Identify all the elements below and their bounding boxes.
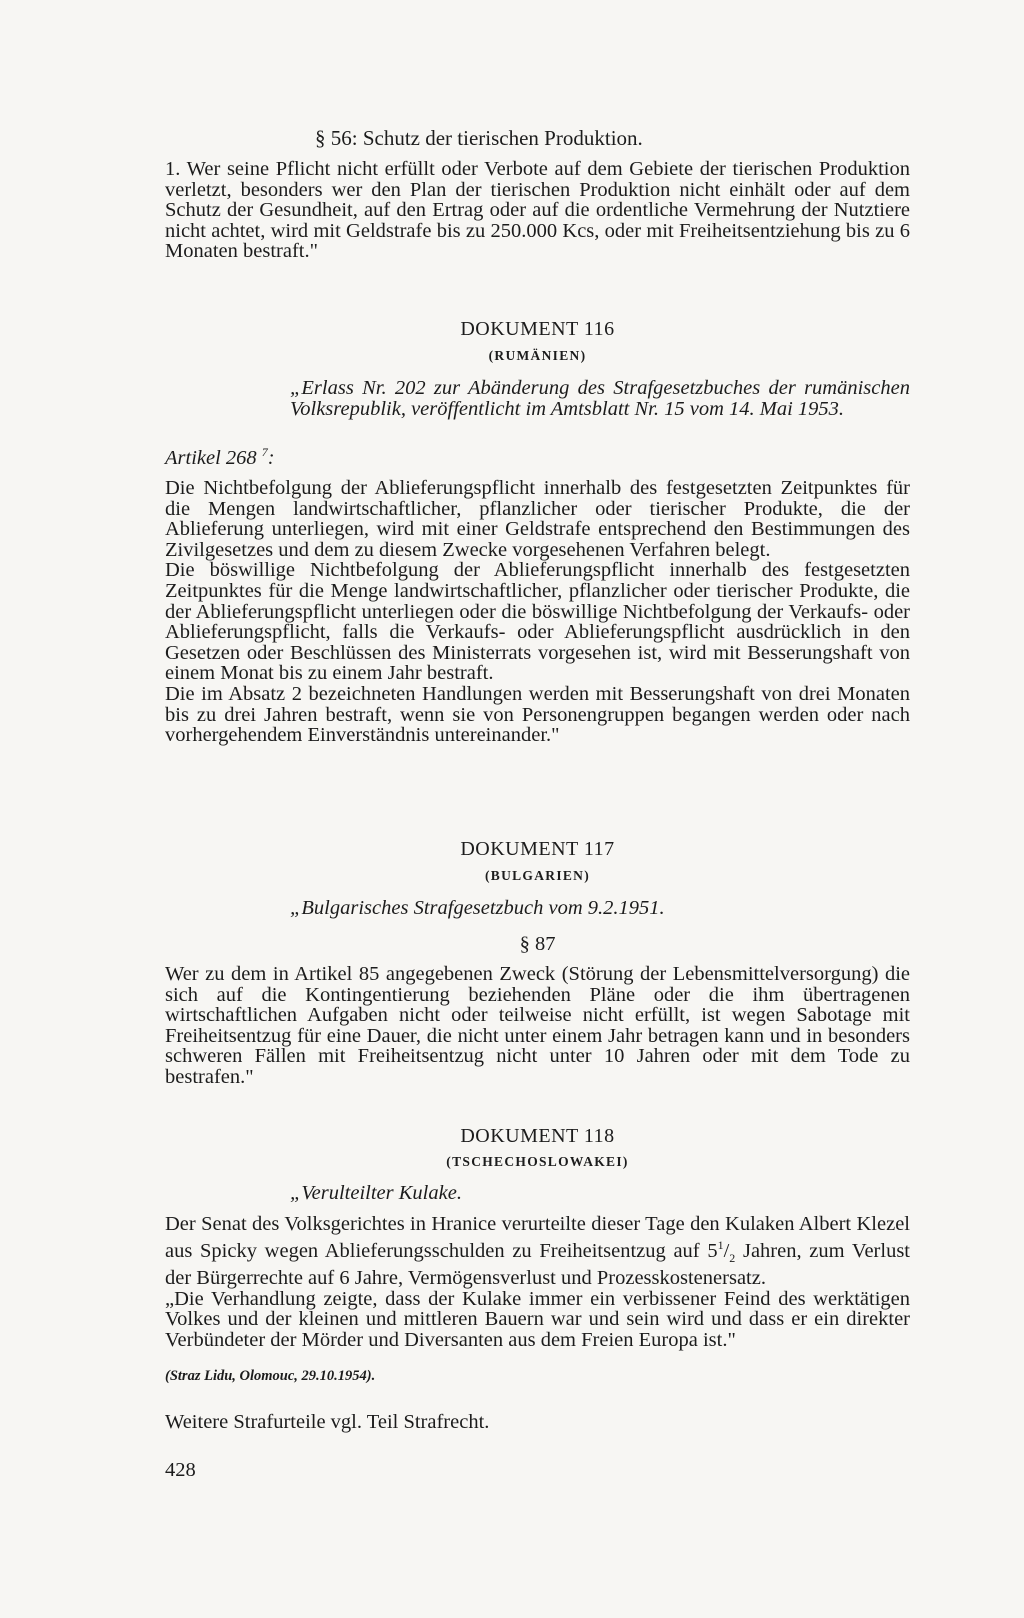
document-118-source: (Straz Lidu, Olomouc, 29.10.1954).	[165, 1368, 376, 1384]
document-118-paragraph-1: Der Senat des Volksgerichtes in Hranice verurteilte dieser Tage den Kulaken Albert Klezel aus Spicky wegen Ablieferungsschulden zu Freiheitsentzug auf $5^1/_2$ Jahren, zum Verlust der Bürgerrechte auf 6 Jahre, Vermögensverlust und Prozesskostenersatz.	[165, 1213, 910, 1290]
document-118-country: (TSCHECHOSLOWAKEI)	[446, 1154, 629, 1169]
document-117-paragraph: Wer zu dem in Artikel 85 angegebenen Zweck (Störung der Lebensmittelversorgung) die sich auf die Kontingentierung beziehenden Pläne oder die ihm übertragenen wirtschaftlichen Aufgaben nicht oder teilweise nicht erfüllt, ist wegen Sabotage mit Freiheitsentzug für eine Dauer, die nicht unter einem Jahr betragen kann und in besonders schweren Fällen mit Freiheitsentzug nicht unter 10 Jahren oder mit dem Tode zu bestrafen."	[165, 963, 910, 1088]
document-118-title: DOKUMENT 118	[460, 1125, 615, 1147]
document-116-paragraph: Die im Absatz 2 bezeichneten Handlungen werden mit Besserungshaft von drei Monaten bis zu drei Jahren bestraft, wenn sie von Personengruppen begangen werden oder nach vorhergehendem Einverständnis untereinander."	[165, 682, 910, 747]
footer-note: Weitere Strafurteile vgl. Teil Strafrecht.	[165, 1411, 490, 1433]
document-116-country: (RUMÄNIEN)	[488, 348, 587, 363]
document-116-paragraph: Die Nichtbefolgung der Ablieferungspflicht innerhalb des festgesetzten Zeitpunktes für die Mengen landwirtschaftlicher, pflanzlicher oder tierischer Produkte, die der Ablieferung unterliegen, wird mit einer Geldstrafe entsprechend den Bestimmungen des Zivilgesetzes und dem zu diesem Zwecke vorgesehenen Verfahren belegt.	[165, 477, 910, 561]
fraction-denominator: 2	[729, 1250, 736, 1265]
document-117-quote-intro: „Bulgarisches Strafgesetzbuch vom 9.2.1951.	[290, 897, 665, 919]
document-118-paragraph-2: „Die Verhandlung zeigte, dass der Kulake immer ein verbissener Feind des werktätigen Volkes und der kleinen und mittleren Bauern war und sein wird und dass er ein direkter Verbündeter der Mörder und Diversanten aus dem Freien Europa ist."	[165, 1287, 910, 1351]
footnote-marker: 7	[261, 445, 268, 459]
document-116-body	[165, 478, 910, 746]
document-118-body	[165, 1214, 910, 1350]
document-116-article	[165, 445, 910, 470]
fraction-numerator: 1	[717, 1237, 724, 1252]
section-heading-56: § 56: Schutz der tierischen Produktion.	[315, 126, 643, 150]
document-117-title: DOKUMENT 117	[460, 838, 615, 860]
document-117-paragraph-mark: § 87	[519, 933, 556, 955]
article-label: Artikel 268	[165, 446, 257, 469]
document-116-quote-intro: „Erlass Nr. 202 zur Abänderung des Strafgesetzbuches der rumänischen Volksrepublik, veröffentlicht im Amtsblatt Nr. 15 vom 14. Mai 1953.	[290, 377, 910, 420]
document-116-paragraph: Die böswillige Nichtbefolgung der Ablieferungspflicht innerhalb des festgesetzten Zeitpunktes für die Menge landwirtschaftlicher, pflanzlicher oder tierischer Produkte, die der Ablieferungspflicht unterliegen oder die böswillige Nichtbefolgung der Verkaufs- oder Ablieferungspflicht, falls die Verkaufs- oder Ablieferungspflicht ausdrücklich in den Gesetzen oder Beschlüssen des Ministerrats vorgesehen ist, wird mit Besserungshaft von einem Monat bis zu einem Jahr bestraft.	[165, 559, 910, 685]
document-118-paragraph-1-part-b: Jahren, zum Verlust der Bürgerrechte auf 6 Jahre, Vermögensverlust und Prozesskostenersatz.	[165, 1239, 910, 1290]
document-118-quote-intro: „Verulteilter Kulake.	[290, 1182, 462, 1204]
document-116-title: DOKUMENT 116	[460, 318, 615, 340]
page-number: 428	[165, 1459, 196, 1481]
article-colon: :	[267, 446, 275, 469]
document-117-country: (BULGARIEN)	[484, 868, 591, 883]
document-118-paragraph-1-part-a: Der Senat des Volksgerichtes in Hranice verurteilte dieser Tage den Kulaken Albert Klezel aus Spicky wegen Ablieferungsschulden zu Freiheitsentzug auf 5	[165, 1213, 910, 1262]
paragraph-56-1: 1. Wer seine Pflicht nicht erfüllt oder Verbote auf dem Gebiete der tierischen Produktion verletzt, besonders wer den Plan der tierischen Produktion nicht einhält oder auf dem Schutz der Gesundheit, auf den Ertrag oder auf die ordentliche Vermehrung der Nutztiere nicht achtet, wird mit Geldstrafe bis zu 250.000 Kcs, oder mit Freiheitsentziehung bis zu 6 Monaten bestraft."	[165, 158, 910, 263]
